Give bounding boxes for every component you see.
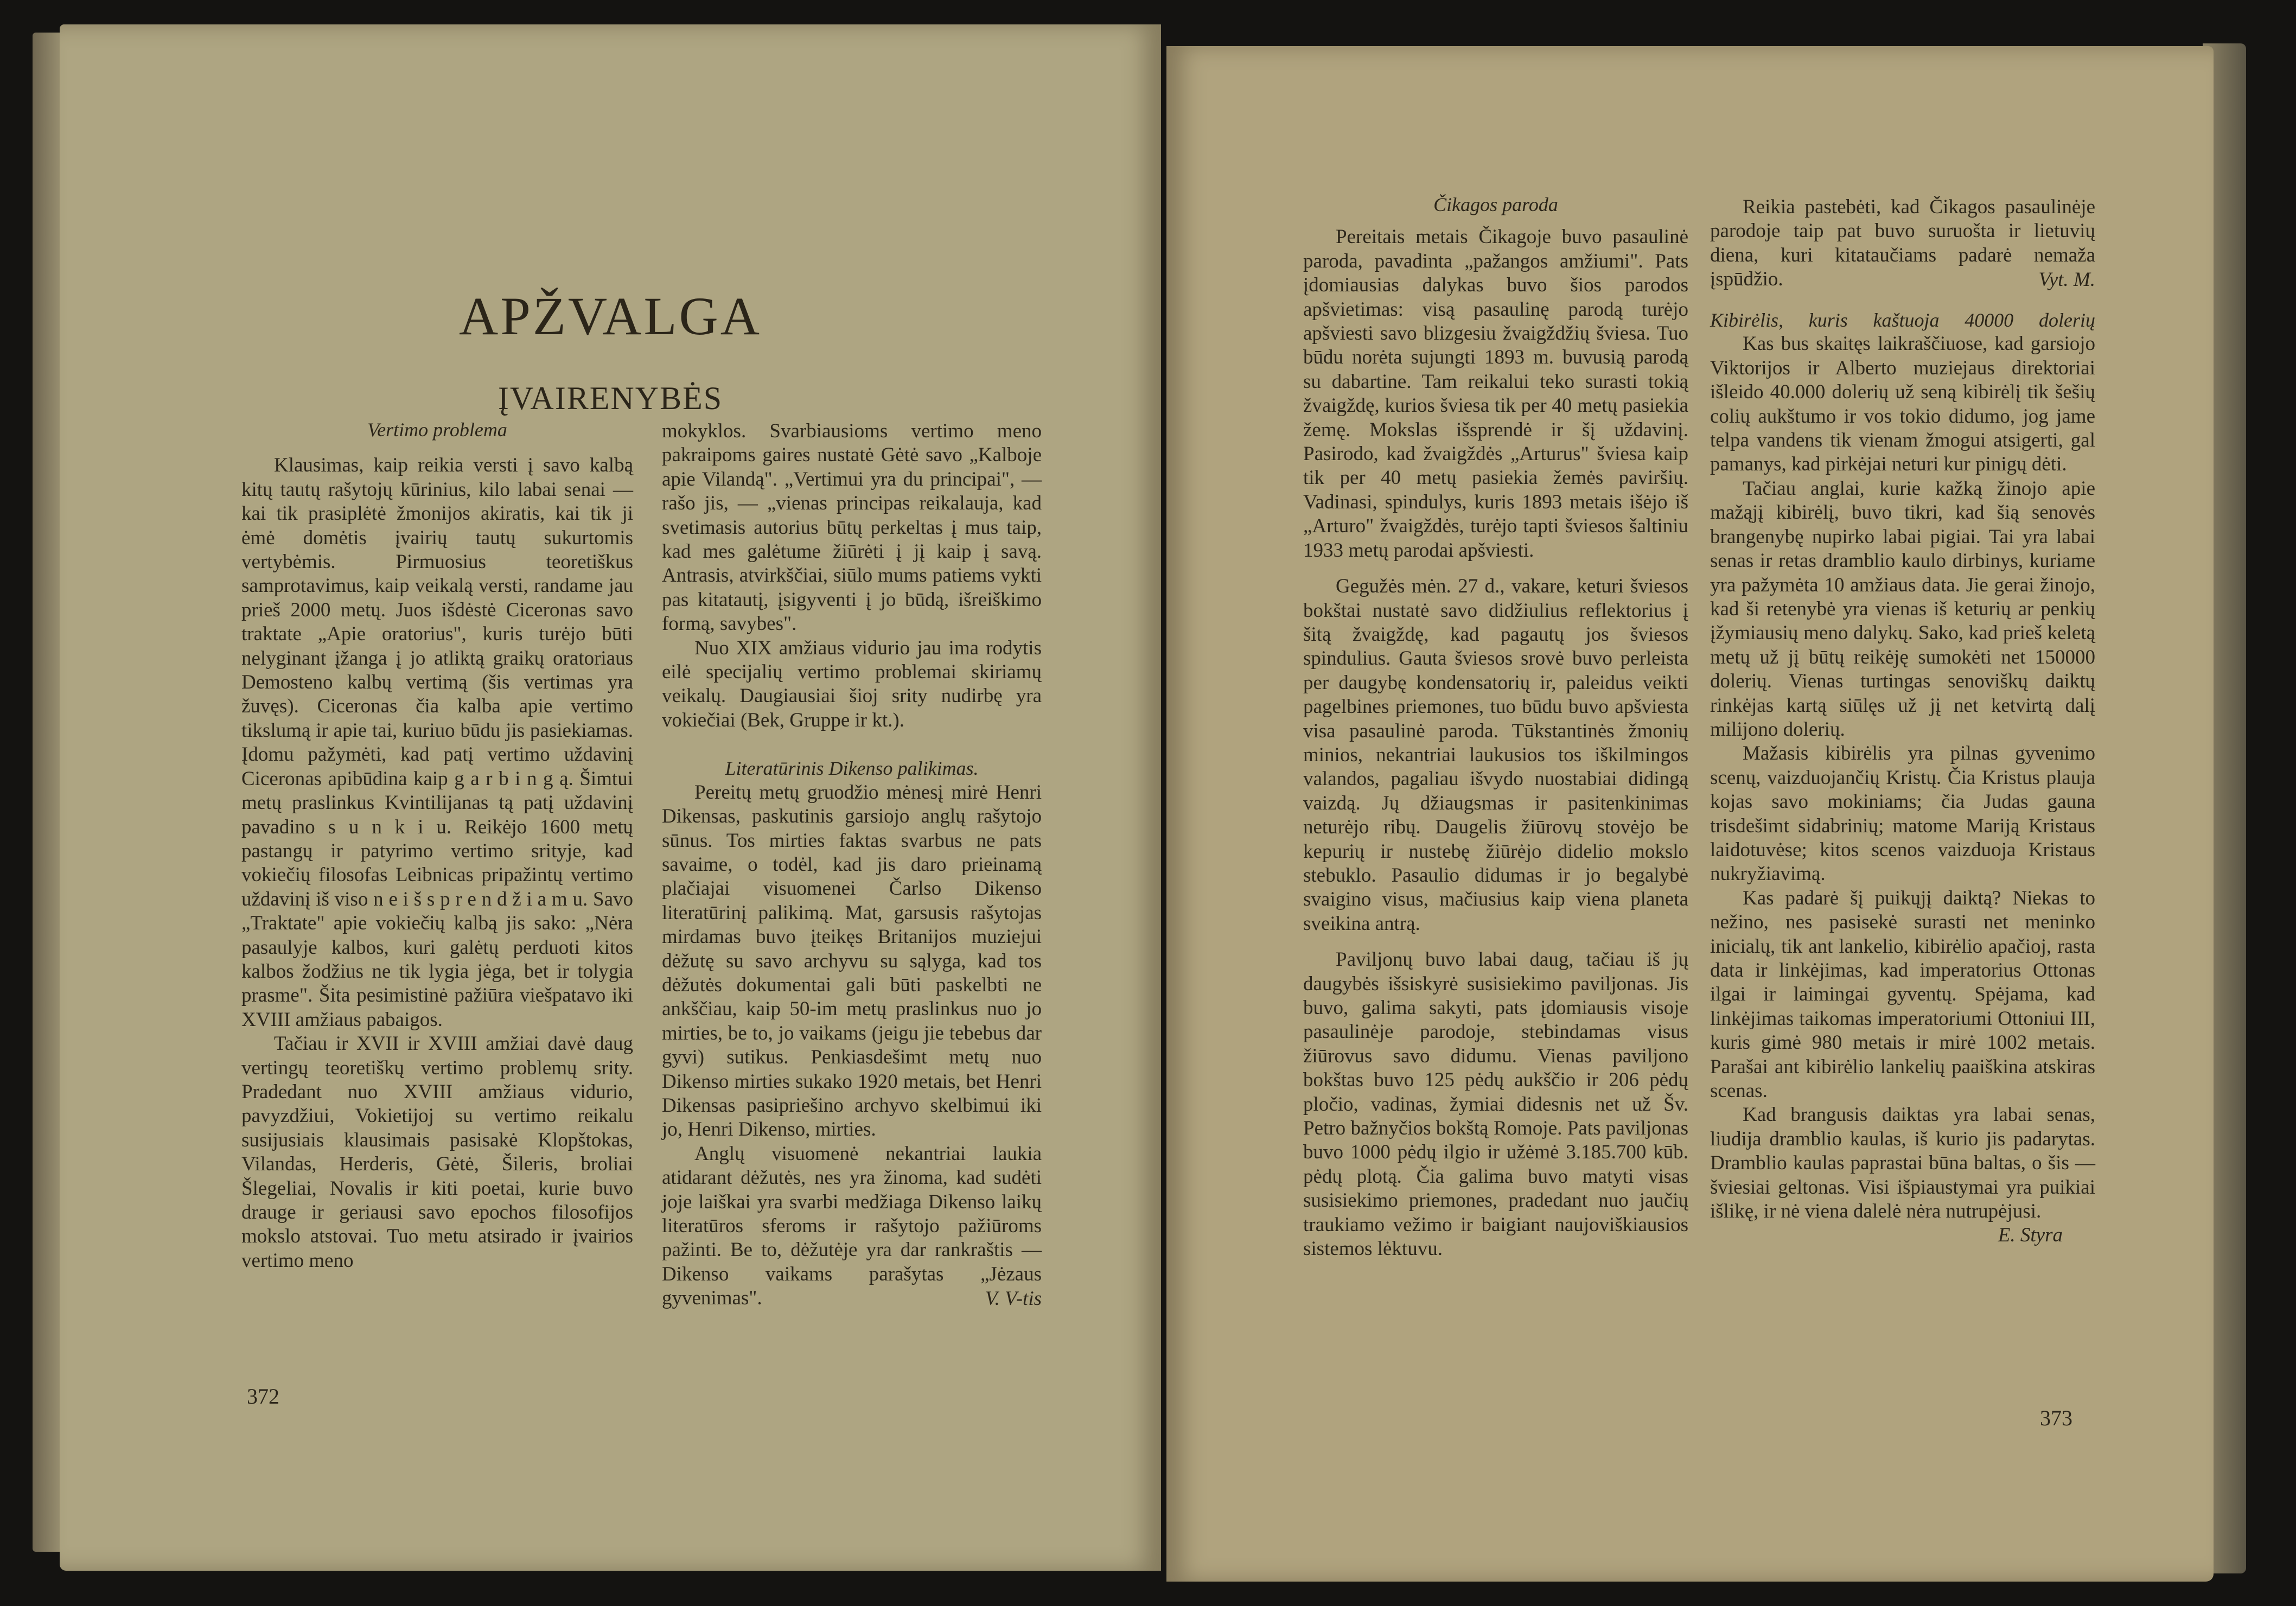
paragraph: Anglų visuomenė nekantriai laukia atidarant dėžutės, nes yra žinoma, kad sudėti joje laiškai yra svarbi medžiaga Dikenso laikų literatūros sferoms ir rašytojo pažiūroms pažinti. Be to, dėžutėje yra dar rankraštis — Dikenso vaikams parašytas „Jėzaus gyvenimas". xyxy=(662,1142,1042,1310)
section-title: APŽVALGA xyxy=(459,286,762,346)
author-signature: V. V-tis xyxy=(985,1287,1042,1310)
page-number: 373 xyxy=(2040,1406,2072,1430)
paragraph: Kad brangusis daiktas yra labai senas, liudija dramblio kaulas, iš kurio jis padarytas. Dramblio kaulas paprastai būna baltas, o šis — šviesiai geltonas. Visi išpiaustymai yra puikiai išlikę, ir nė viena dalelė nėra nutrupėjusi. xyxy=(1710,1104,2095,1223)
paragraph: Pereitų metų gruodžio mėnesį mirė Henri Dikensas, paskutinis garsiojo anglų rašytojo sūnus. Tos mirties faktas svarbus ne pats savaime, o todėl, kad jis daro prieinamą plačiajai visuomenei Čarlso Dikenso literatūrinį palikimą. Mat, garsusis rašytojas mirdamas buvo įteikęs Britanijos muziejui dėžutę su savo archyvu su sąlyga, kad tos dėžutės dokumentai gali būti paskelbti ne ankščiau, kaip 50-im metų praslinkus nuo jo mirties, be to, jo vaikams (jeigu jie tebebus dar gyvi) sutikus. Penkiasdešimt metų nuo Dikenso mirties sukako 1920 metais, bet Henri Dikensas pasipriešino archyvo skelbimui iki jo, Henri Dikenso, mirties. xyxy=(662,781,1042,1141)
page-number: 372 xyxy=(247,1384,279,1409)
paragraph: Tačiau ir XVII ir XVIII amžiai davė daug vertingų teoretiškų vertimo problemų srity. Pradedant nuo XVIII amžiaus vidurio, pavyzdžiui, Vokietijoj su vertimo reikalu susijusiais klausimais pasisakė Klopštokas, Vilandas, Herderis, Gėtė, Šileris, broliai Šlegeliai, Novalis ir kiti poetai, kurie buvo drauge ir geriausi savo epochos filosofijos mokslo atstovai. Tuo metu atsirado ir įvairios vertimo meno xyxy=(241,1033,633,1272)
left-page xyxy=(60,24,1161,1571)
right-column-1 xyxy=(1303,193,1688,1261)
paragraph: Gegužės mėn. 27 d., vakare, keturi šviesos bokštai nustatė savo didžiulius reflektorius į šitą žvaigždę, kad pagautų jos šviesos spindulius. Gauta šviesos srovė buvo perleista per daugybę kondensatorių ir, paleidus veikti pagelbines priemones, tuo būdu buvo apšviesta visa pasaulinė paroda. Tūkstantinės žmonių minios, nekantriai laukusios tos iškilmingos valandos, pagaliau išvydo nuostabiai didingą vaizdą. Jų džiaugsmas ir pasitenkinimas neturėjo ribų. Daugelis žiūrovų stovėjo be kepurių ir nustebę žiūrėjo didelio mokslo stebuklo. Pasaulio didumas ir jo begalybė svaigino visus, mačiusius kaip viena planeta sveikina antrą. xyxy=(1303,575,1688,935)
paragraph: Reikia pastebėti, kad Čikagos pasaulinėje parodoje taip pat buvo suruošta ir lietuvių diena, kuri kitataučiams padarė nemaža įspūdžio. xyxy=(1710,196,2095,291)
paragraph: Mažasis kibirėlis yra pilnas gyvenimo scenų, vaizduojančių Kristų. Čia Kristus plauja kojas savo mokiniams; čia Judas gauna trisdešimt sidabrinių; matome Mariją Kristaus laidotuvėse; kitos scenos vaizduoja Kristaus nukryžiavimą. xyxy=(1710,742,2095,885)
article-heading: Kibirėlis, kuris kaštuoja 40000 dolerių xyxy=(1710,309,2095,332)
paragraph: Kas padarė šį puikųjį daiktą? Niekas to nežino, nes pasisekė surasti net meninko inicialų, tik ant lankelio, kibirėlio apačioj, rasta data ir linkėjimas, kad imperatorius Ottonas ilgai ir laimingai gyventų. Spėjama, kad linkėjimas taikomas imperatoriumi Ottoniui III, kuris gimė 980 metais ir mirė 1002 metais. Parašai ant kibirėlio lankelių paaiškina atskiras scenas. xyxy=(1710,887,2095,1102)
paragraph: Klausimas, kaip reikia versti į savo kalbą kitų tautų rašytojų kūrinius, kilo labai senai — kai tik prasiplėtė žmonijos akiratis, kai tik ji ėmė domėtis įvairių tautų sukurtomis vertybėmis. Pirmuosius teoretiškus samprotavimus, kaip veikalą versti, randame jau prieš 2000 metų. Juos išdėstė Ciceronas savo traktate „Apie oratorius", kuris turėjo būti nelyginant įžanga į jo atliktą graikų oratoriaus Demosteno kalbų vertimą (šis vertimas yra žuvęs). Ciceronas čia kalba apie vertimo tikslumą ir apie tai, kuriuo būdu jis pasiekiamas. Įdomu pažymėti, kad patį vertimo uždavinį Ciceronas apibūdina kaip g a r b i n g ą. Šimtui metų praslinkus Kvintilijanas tą patį uždavinį pavadino s u n k i u. Reikėjo 1600 metų pastangų ir patyrimo vertimo srityje, kad vokiečių filosofas Leibnicas pripažintų vertimo uždavinį iš viso n e i š s p r e n d ž i a m u. Savo „Traktate" apie vokiečių kalbą jis sako: „Nėra pasaulyje kalbos, kuri galėtų perduoti kitos kalbos žodžius ne tik lygia jėga, bet ir tolygia prasme". Šita pesimistinė pažiūra viešpatavo iki XVIII amžiaus pabaigos. xyxy=(241,454,633,1031)
right-column-2 xyxy=(1710,195,2095,1248)
right-page xyxy=(1166,46,2214,1582)
article-heading: Literatūrinis Dikenso palikimas. xyxy=(725,757,979,780)
paragraph: Nuo XIX amžiaus vidurio jau ima rodytis eilė specijalių vertimo problemai skiriamų veikalų. Daugiausiai šioj srity nudirbę yra vokiečiai (Bek, Gruppe ir kt.). xyxy=(662,636,1042,731)
article-heading: Čikagos paroda xyxy=(1433,194,1558,215)
left-column-1 xyxy=(241,418,633,1273)
article-heading: Vertimo problema xyxy=(367,419,507,441)
section-subtitle: ĮVAIRENYBĖS xyxy=(498,380,723,416)
paragraph: Tačiau anglai, kurie kažką žinojo apie mažąjį kibirėlį, buvo tikri, kad šią senovės brangenybę nupirko labai pigiai. Tai yra labai senas ir retas dramblio kaulo dirbinys, kuriame yra pažymėta 10 amžiaus data. Jie gerai žinojo, kad ši retenybė yra vienas iš keturių ar penkių įžymiausių meno dalykų. Sako, kad prieš keletą metų už jį būtų reikėję sumokėti net 150000 dolerių. Vienas turtingas senoviškų daiktų rinkėjas kartą siūlęs už jį net ketvirtą dalį milijono dolerių. xyxy=(1710,477,2095,741)
author-signature: Vyt. M. xyxy=(2038,268,2095,291)
paragraph: mokyklos. Svarbiausioms vertimo meno pakraipoms gaires nustatė Gėtė savo „Kalboje apie Vilandą". „Vertimui yra du principai", — rašo jis, — „vienas principas reikalauja, kad svetimasis autorius būtų perkeltas į mus taip, kad mes galėtume žiūrėti į jį kaip į savą. Antrasis, atvirkščiai, siūlo mums patiems vykti pas kitatautį, įsigyventi į jo būdą, išreiškimo formą, savybes". xyxy=(662,420,1042,635)
paragraph: Paviljonų buvo labai daug, tačiau iš jų daugybės išsiskyrė susisiekimo paviljonas. Jis buvo, galima sakyti, pats įdomiausis visoje pasaulinėje parodoje, stebindamas visus žiūrovus savo didumu. Vienas paviljono bokštas buvo 125 pėdų aukščio ir 206 pėdų pločio, vadinas, žymiai didesnis net už Šv. Petro bažnyčios bokštą Romoje. Pats paviljonas buvo 1000 pėdų ilgio ir užėmė 3.185.700 kūb. pėdų plotą. Čia galima buvo matyti visas susisiekimo priemones, pradedant nuo jaučių traukiamo vežimo ir baigiant naujoviškiausios sistemos lėktuvu. xyxy=(1303,948,1688,1260)
paragraph: Pereitais metais Čikagoje buvo pasaulinė paroda, pavadinta „pažangos amžiumi". Pats įdomiausias dalykas buvo šios parodos apšvietimas: visą pasaulinę parodą turėjo apšviesti savo blizgesiu žvaigždžių šviesa. Tuo būdu norėta sujungti 1893 m. buvusią parodą su dabartine. Tam reikalui teko surasti tokią žvaigždę, kurios šviesa tik per 40 metų pasiekia žemę. Mokslas išsprendė ir šį uždavinį. Pasirodo, kad žvaigždės „Arturus" šviesa kaip tik per 40 metų pasiekia žemės paviršių. Vadinasi, spindulys, kuris 1893 metais išėjo iš „Arturo" žvaigždės, turėjo tapti šviesos šaltiniu 1933 metų parodai apšviesti. xyxy=(1303,226,1688,562)
paragraph: Kas bus skaitęs laikraščiuose, kad garsiojo Viktorijos ir Alberto muziejaus direktoriai išleido 40.000 dolerių už seną kibirėlį tik šešių colių aukštumo ir vos tokio didumo, jog jame telpa vandens tik vienam žmogui atsigerti, gal pamanys, kad pirkėjai neturi kur pinigų dėti. xyxy=(1710,333,2095,476)
author-signature: E. Styra xyxy=(1998,1224,2063,1247)
left-column-2 xyxy=(662,419,1042,1311)
